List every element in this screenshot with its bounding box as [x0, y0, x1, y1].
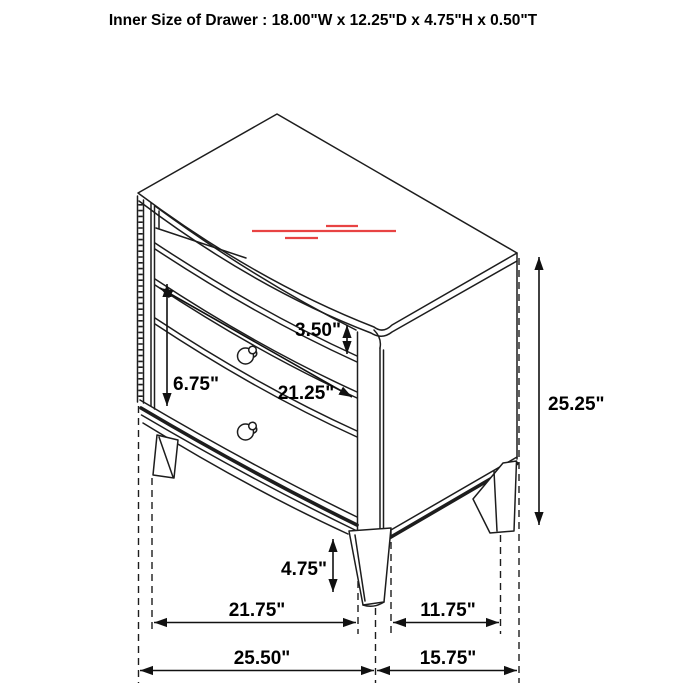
- nightstand-top-surface: [138, 114, 517, 330]
- front-center-leg: [349, 528, 391, 606]
- label-overall-width: 25.50": [233, 648, 291, 669]
- label-drawer-area-height: 6.75": [173, 374, 219, 395]
- dimension-labels: [173, 320, 605, 669]
- drawer-bottom-knob: [238, 422, 257, 440]
- post-top-round: [374, 330, 380, 348]
- front-corner-post: [358, 330, 384, 538]
- label-drawer-face-width: 21.25": [277, 383, 335, 404]
- back-right-leg: [473, 461, 517, 533]
- front-left-leg: [153, 435, 178, 478]
- label-overall-depth: 15.75": [419, 648, 477, 669]
- label-side-leg-spacing: 11.75": [420, 600, 476, 621]
- label-front-leg-spacing: 21.75": [228, 600, 286, 621]
- label-shelf-opening-height: 3.50": [295, 320, 341, 341]
- nightstand: [138, 114, 518, 606]
- label-leg-height: 4.75": [281, 559, 327, 580]
- label-overall-height: 25.25": [548, 394, 605, 415]
- left-back-edge: [138, 196, 144, 403]
- drawer-top-knob: [238, 346, 257, 364]
- diagram-title: Inner Size of Drawer : 18.00"W x 12.25"D x 4.75"H x 0.50"T: [108, 12, 538, 29]
